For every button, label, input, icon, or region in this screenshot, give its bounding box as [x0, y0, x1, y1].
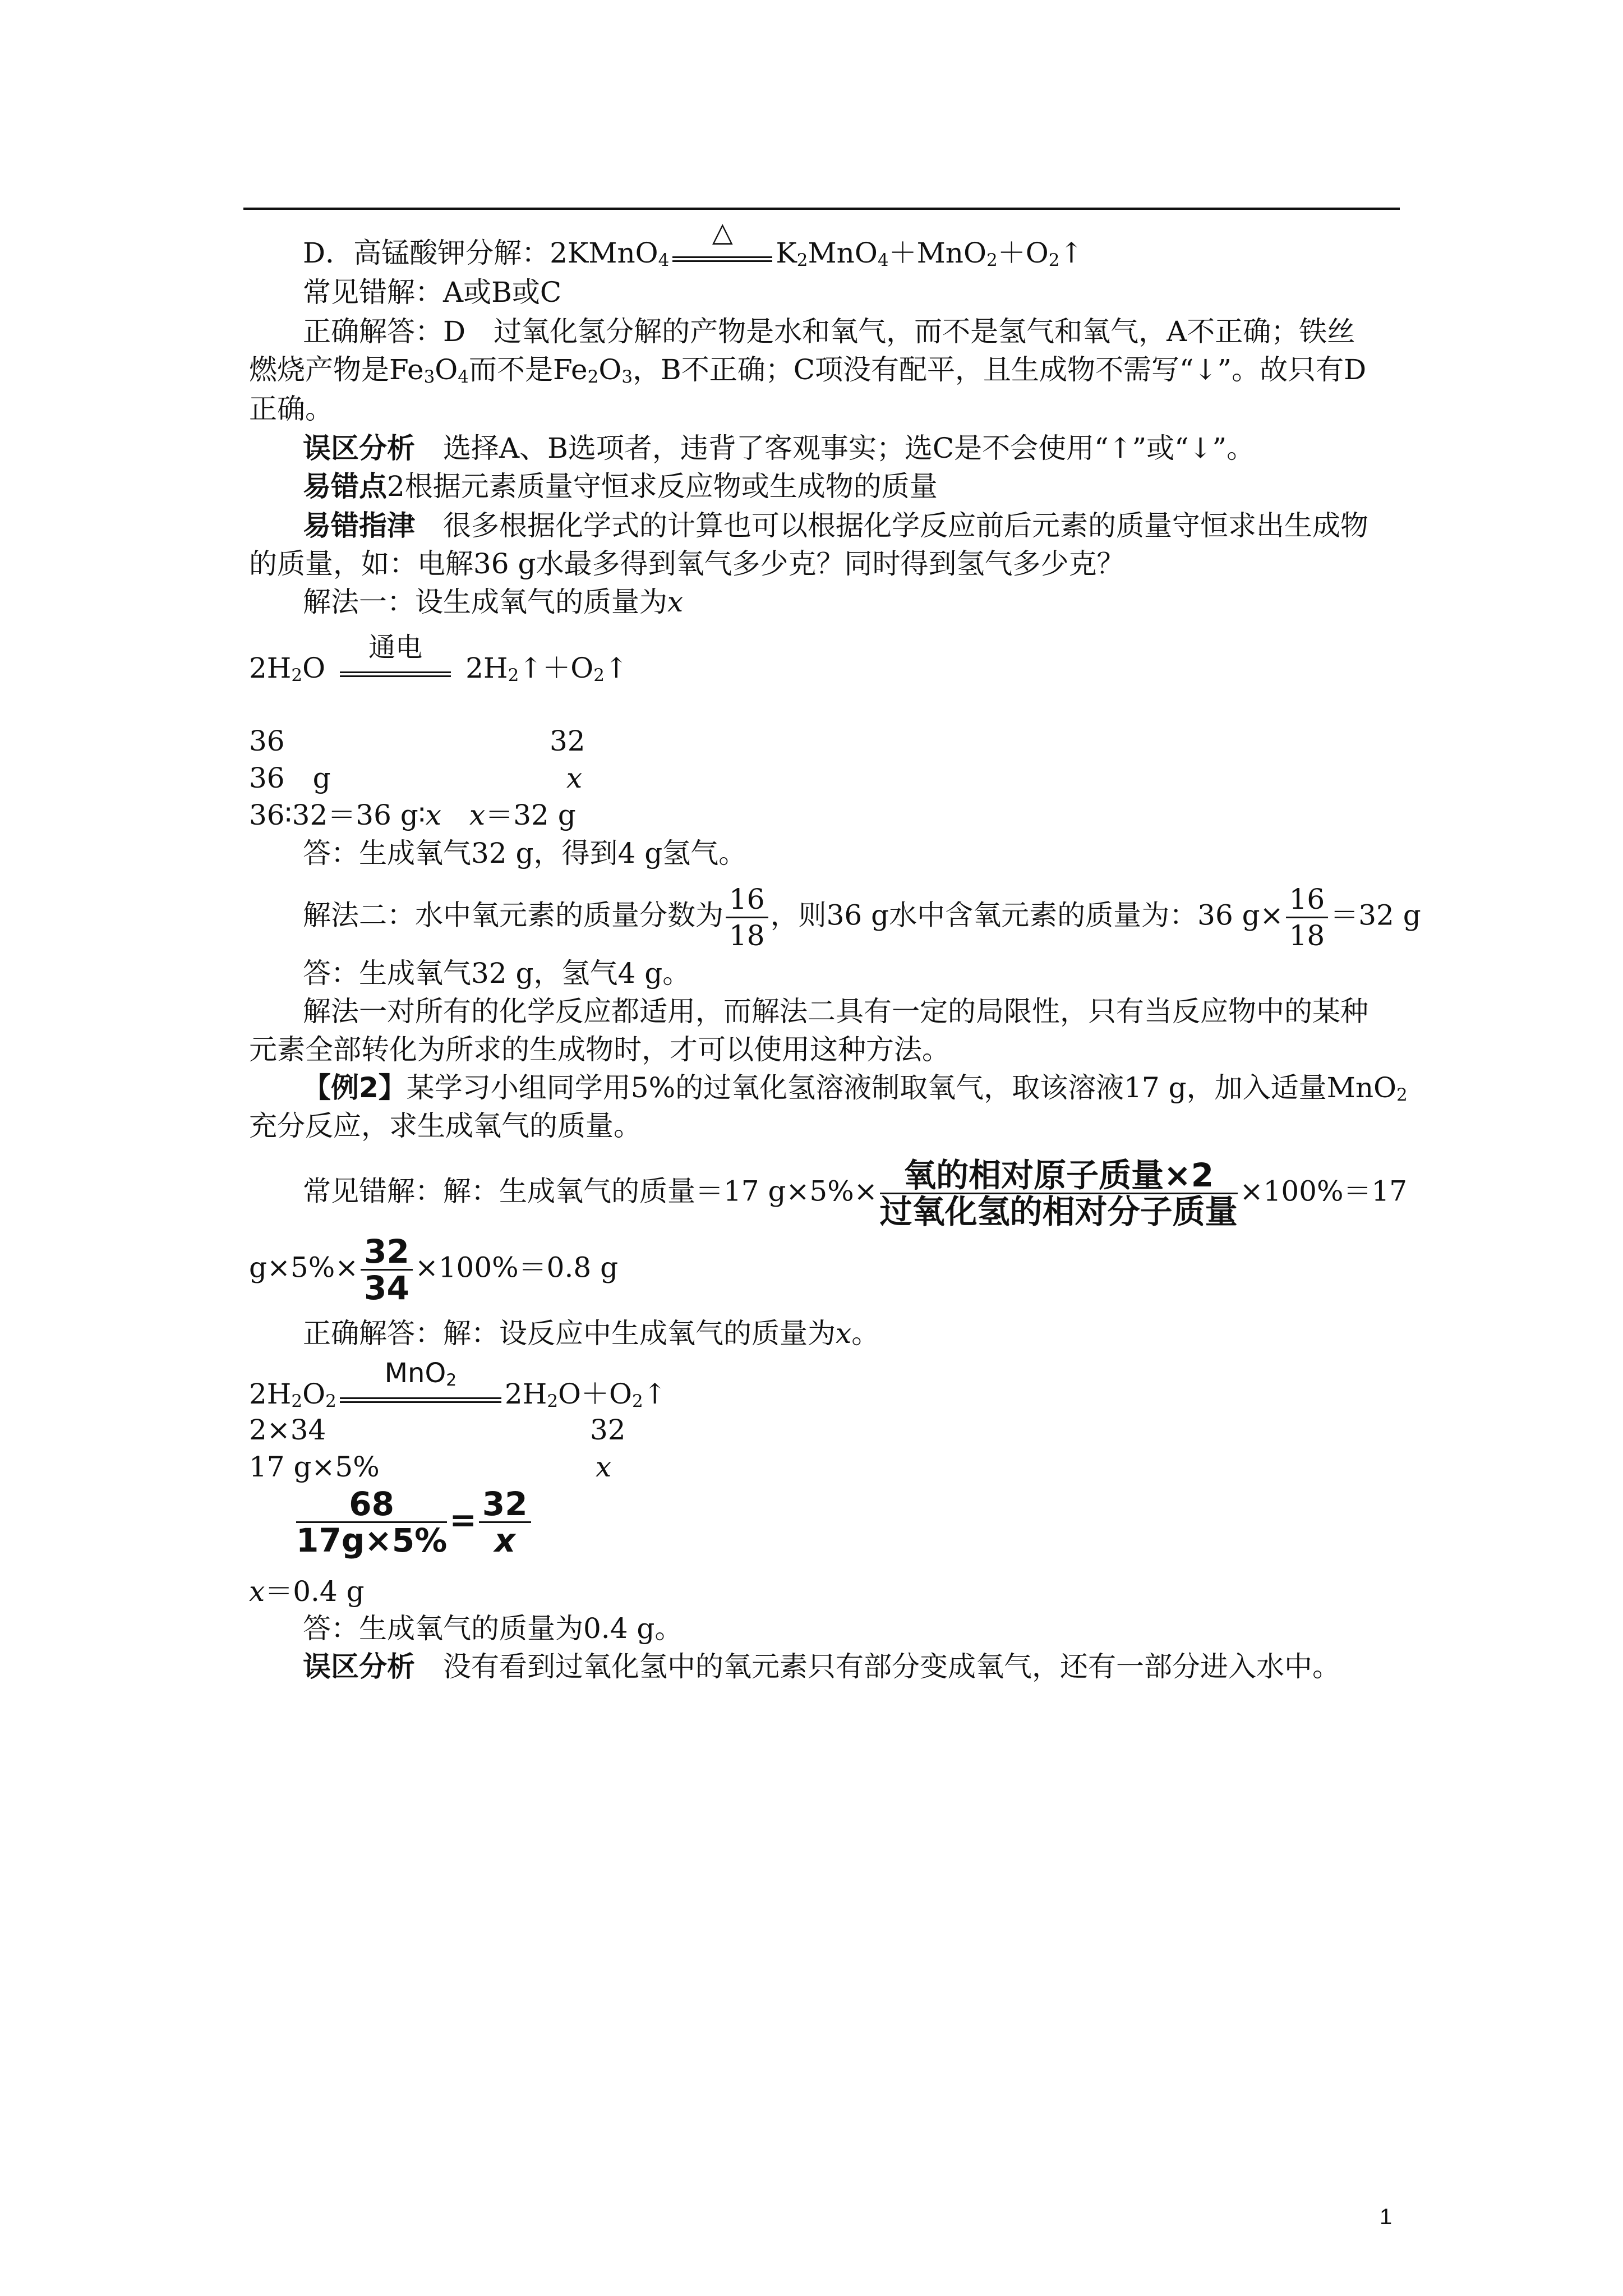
subscript: 2 — [1396, 1085, 1408, 1106]
variable-x: x — [249, 1575, 265, 1608]
equals-sign: = — [449, 1501, 477, 1539]
condition-label: 通电 — [368, 632, 423, 664]
text: 2H — [249, 652, 292, 684]
subscript: 2 — [986, 250, 998, 271]
subscript: 4 — [877, 250, 889, 271]
text: 某学习小组同学用5%的过氧化氢溶液制取氧气，取该溶液17 g，加入适量MnO — [406, 1071, 1397, 1104]
ratio-row-3-right: 32 — [590, 1414, 626, 1446]
proportion-fraction — [294, 1487, 533, 1558]
text: ＝32 g — [485, 799, 576, 831]
double-equals — [672, 256, 772, 262]
correct-answer-line-3: 正确。 — [249, 393, 333, 425]
ratio-row-2-right: x — [566, 762, 583, 794]
subscript: 2 — [291, 1391, 303, 1412]
page-number: 1 — [1380, 2205, 1393, 2229]
misconception-label: 误区分析 — [303, 432, 415, 464]
subscript: 4 — [458, 367, 469, 388]
text: O — [598, 353, 622, 386]
common-error-2-line-1 — [303, 1158, 1407, 1229]
text: K — [776, 237, 797, 269]
double-equals — [340, 1397, 501, 1403]
error-guide-line-1 — [303, 508, 1368, 543]
subscript: 3 — [621, 367, 633, 388]
subscript: 2 — [587, 367, 599, 388]
example-label: 【例2】 — [303, 1071, 407, 1104]
text: D．高锰酸钾分解：2KMnO — [303, 237, 658, 269]
subscript: 2 — [291, 665, 303, 686]
comparison-line-1: 解法一对所有的化学反应都适用，而解法二具有一定的局限性，只有当反应物中的某种 — [303, 995, 1368, 1028]
text: ↑ — [604, 652, 628, 684]
fraction-32-x — [479, 1487, 531, 1558]
option-d-line — [303, 217, 1083, 278]
subscript: 2 — [508, 665, 519, 686]
text: 没有看到过氧化氢中的氧元素只有部分变成氧气，还有一部分进入水中。 — [415, 1650, 1340, 1683]
denominator: 18 — [729, 919, 765, 952]
answer-method-1: 答：生成氧气32 g，得到4 g氢气。 — [303, 837, 747, 869]
text: ↑＋O — [519, 652, 594, 684]
answer-example-2: 答：生成氧气的质量为0.4 g。 — [303, 1612, 683, 1645]
denominator: 17g×5% — [296, 1521, 448, 1559]
electrolysis-equation — [249, 632, 628, 693]
ratio-row-1 — [249, 724, 285, 758]
error-guide-line-2: 的质量，如：电解36 g水最多得到氧气多少克？同时得到氢气多少克？ — [249, 547, 1125, 580]
correct-answer-line-2 — [249, 352, 1366, 394]
correct-answer-2-intro — [303, 1316, 879, 1351]
result-x-line — [249, 1574, 365, 1609]
ratio-row-4: 17 g×5% — [249, 1451, 380, 1483]
subscript: 2 — [446, 1370, 457, 1391]
text: 36∶32＝36 g∶ — [249, 799, 426, 831]
numerator: 氧的相对原子质量×2 — [880, 1158, 1238, 1194]
condition-label: △ — [712, 217, 733, 249]
text: MnO — [808, 237, 878, 269]
text: 2根据元素质量守恒求反应物或生成物的质量 — [387, 470, 938, 503]
condition-label — [336, 1359, 505, 1395]
text: ，则36 g水中含氧元素的质量为：36 g× — [770, 899, 1284, 932]
text: ↑ — [643, 1378, 667, 1410]
misconception-2 — [303, 1649, 1340, 1684]
method-1-intro — [303, 585, 683, 619]
text: 选择A、B选项者，违背了客观事实；选C是不会使用“↑”或“↓”。 — [415, 432, 1255, 464]
subscript: 2 — [547, 1391, 559, 1412]
text: 很多根据化学式的计算也可以根据化学反应前后元素的质量守恒求出生成物 — [415, 509, 1368, 542]
fraction-16-18 — [726, 882, 768, 953]
electrolysis-condition — [336, 632, 454, 693]
numerator: 16 — [1286, 882, 1329, 918]
ratio-row-1-right: 32 — [550, 725, 585, 757]
text: 36 — [249, 725, 285, 757]
text: 。 — [851, 1317, 880, 1350]
denominator: 18 — [1289, 919, 1325, 952]
answer-method-2: 答：生成氧气32 g，氢气4 g。 — [303, 957, 691, 990]
common-error-2-line-2 — [249, 1234, 618, 1305]
text: ×100%＝0.8 g — [414, 1251, 619, 1284]
example-2-line-1 — [303, 1070, 1408, 1112]
text: 而不是Fe — [469, 353, 588, 386]
error-point-label: 易错点 — [303, 470, 387, 503]
text: 解法一：设生成氧气的质量为 — [303, 586, 667, 618]
method-2-line — [303, 882, 1421, 953]
common-error-1: 常见错解：A或B或C — [303, 276, 562, 309]
text: O＋O — [558, 1378, 633, 1410]
numerator: 16 — [726, 882, 768, 918]
text: MnO — [384, 1358, 446, 1389]
error-point-2-heading — [303, 469, 938, 504]
denominator: 过氧化氢的相对分子质量 — [879, 1193, 1238, 1231]
text: O — [435, 353, 458, 386]
text: ＝32 g — [1330, 899, 1421, 932]
text — [441, 799, 469, 831]
header-rule — [243, 208, 1400, 210]
variable-x: x — [469, 799, 486, 831]
text: g×5%× — [249, 1251, 359, 1284]
text: 正确解答：解：设反应中生成氧气的质量为 — [303, 1317, 836, 1350]
ratio-row-4-right: x — [596, 1451, 612, 1483]
subscript: 2 — [325, 1391, 336, 1412]
comparison-line-2: 元素全部转化为所求的生成物时，才可以使用这种方法。 — [249, 1033, 950, 1066]
fraction-68 — [296, 1487, 447, 1558]
catalyst-condition — [336, 1358, 505, 1419]
example-2-line-2: 充分反应，求生成氧气的质量。 — [249, 1110, 642, 1142]
text: ＝0.4 g — [265, 1575, 365, 1608]
misconception-1 — [303, 431, 1255, 466]
text: ＋O — [997, 237, 1049, 269]
misconception-label: 误区分析 — [303, 1650, 415, 1683]
subscript: 4 — [658, 250, 670, 271]
text: ＋MnO — [888, 237, 986, 269]
numerator: 68 — [296, 1487, 447, 1523]
wrong-ratio-fraction — [880, 1158, 1238, 1229]
ratio-row-2: 36 g — [249, 762, 331, 794]
denominator: 34 — [364, 1269, 409, 1307]
proportion-line — [249, 798, 576, 832]
variable-x: x — [425, 799, 441, 831]
text: O — [302, 652, 326, 684]
fraction-16-18 — [1286, 882, 1329, 953]
ratio-row-3: 2×34 — [249, 1414, 326, 1446]
text: O — [302, 1378, 326, 1410]
text: ×100%＝17 — [1239, 1175, 1408, 1208]
text: 2H — [465, 652, 508, 684]
text: 燃烧产物是Fe — [249, 353, 424, 386]
denominator: x — [494, 1521, 515, 1559]
variable-x: x — [836, 1317, 852, 1350]
subscript: 3 — [423, 367, 435, 388]
fraction-32-34 — [361, 1234, 413, 1305]
subscript: 2 — [632, 1391, 643, 1412]
text: ↑ — [1059, 237, 1083, 269]
correct-answer-line-1: 正确解答：D 过氧化氢分解的产物是水和氧气，而不是氢气和氧气，A不正确；铁丝 — [303, 315, 1355, 348]
double-equals — [340, 671, 451, 677]
text: 解法二：水中氧元素的质量分数为 — [303, 899, 723, 932]
subscript: 2 — [796, 250, 808, 271]
error-guide-label: 易错指津 — [303, 509, 415, 542]
text: 2H — [249, 1378, 292, 1410]
variable-x: x — [667, 586, 684, 618]
subscript: 2 — [593, 665, 605, 686]
numerator: 32 — [361, 1234, 413, 1271]
heat-condition — [669, 217, 776, 278]
numerator: 32 — [479, 1487, 531, 1523]
subscript: 2 — [1048, 250, 1060, 271]
text: 2H — [504, 1378, 547, 1410]
text: ，B不正确；C项没有配平，且生成物不需写“↓”。故只有D — [633, 353, 1367, 386]
text: 常见错解：解：生成氧气的质量＝17 g×5%× — [303, 1175, 878, 1208]
